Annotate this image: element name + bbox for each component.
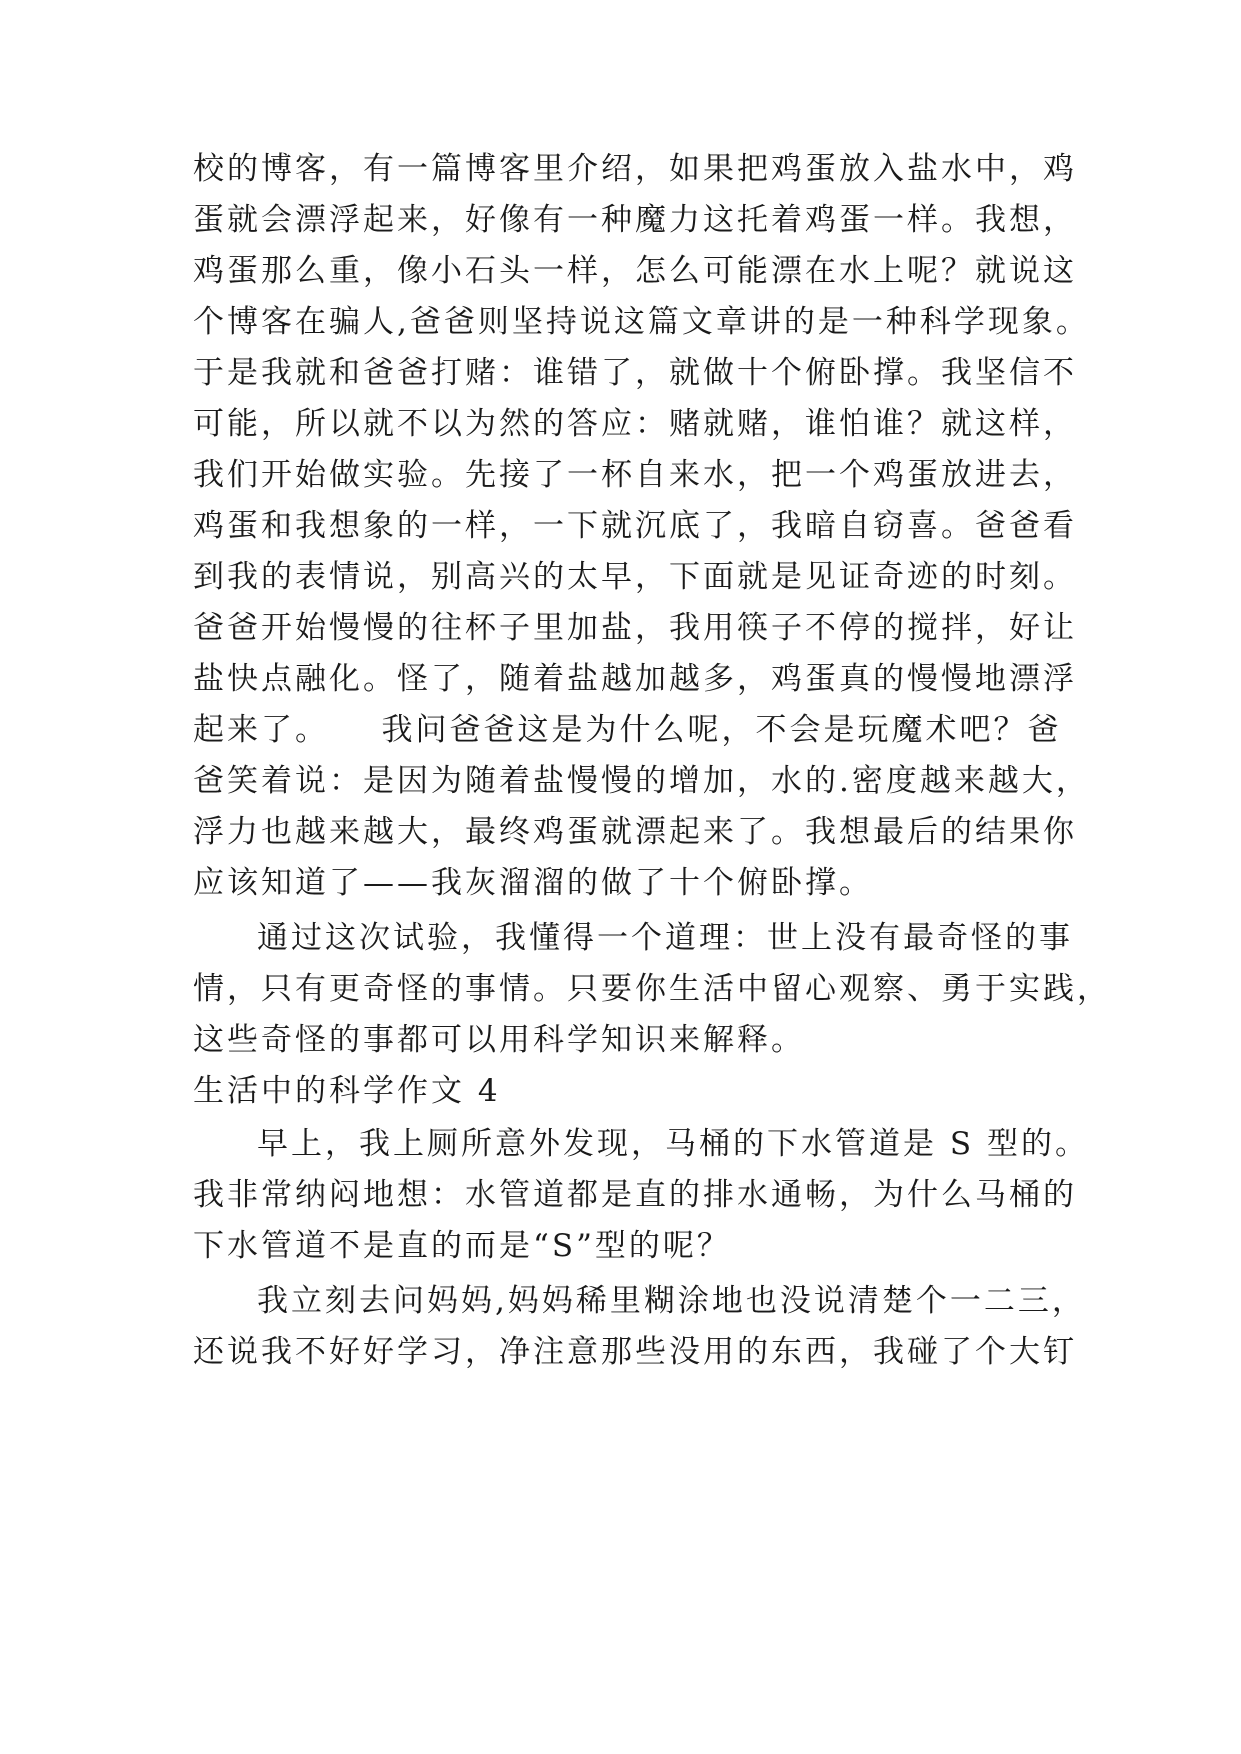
paragraph-line: 情，只有更奇怪的事情。只要你生活中留心观察、勇于实践，: [193, 971, 1111, 1007]
paragraph-line: 浮力也越来越大，最终鸡蛋就漂起来了。我想最后的结果你: [193, 814, 1077, 850]
paragraph-line: 可能，所以就不以为然的答应：赌就赌，谁怕谁？就这样，: [193, 406, 1077, 442]
paragraph-line: 个博客在骗人,爸爸则坚持说这篇文章讲的是一种科学现象。: [193, 304, 1090, 340]
paragraph-line: 鸡蛋那么重，像小石头一样，怎么可能漂在水上呢？就说这: [193, 253, 1077, 289]
paragraph-line: 这些奇怪的事都可以用科学知识来解释。: [193, 1022, 805, 1058]
paragraph-line: 通过这次试验，我懂得一个道理：世上没有最奇怪的事: [257, 920, 1073, 956]
paragraph-line: 我非常纳闷地想：水管道都是直的排水通畅，为什么马桶的: [193, 1177, 1077, 1213]
paragraph-line: 我们开始做实验。先接了一杯自来水，把一个鸡蛋放进去，: [193, 457, 1077, 493]
paragraph-line: 下水管道不是直的而是“S”型的呢？: [193, 1228, 731, 1264]
paragraph-line: 盐快点融化。怪了，随着盐越加越多，鸡蛋真的慢慢地漂浮: [193, 661, 1077, 697]
paragraph-line: 校的博客，有一篇博客里介绍，如果把鸡蛋放入盐水中，鸡: [193, 151, 1077, 187]
paragraph-line: 应该知道了——我灰溜溜的做了十个俯卧撑。: [193, 865, 873, 901]
paragraph-line: 早上，我上厕所意外发现，马桶的下水管道是 S 型的。: [257, 1126, 1089, 1162]
paragraph-line: 还说我不好好学习，净注意那些没用的东西，我碰了个大钉: [193, 1334, 1077, 1370]
paragraph-line: 到我的表情说，别高兴的太早，下面就是见证奇迹的时刻。: [193, 559, 1077, 595]
paragraph-line: 于是我就和爸爸打赌：谁错了，就做十个俯卧撑。我坚信不: [193, 355, 1077, 391]
section-heading: 生活中的科学作文 4: [193, 1073, 501, 1109]
paragraph-line: 我立刻去问妈妈,妈妈稀里糊涂地也没说清楚个一二三，: [257, 1283, 1086, 1319]
paragraph-line: 爸笑着说：是因为随着盐慢慢的增加，水的.密度越来越大，: [193, 763, 1090, 799]
paragraph-line: 爸爸开始慢慢的往杯子里加盐，我用筷子不停的搅拌，好让: [193, 610, 1077, 646]
paragraph-line: 蛋就会漂浮起来，好像有一种魔力这托着鸡蛋一样。我想，: [193, 202, 1077, 238]
paragraph-line: 起来了。 我问爸爸这是为什么呢，不会是玩魔术吧？爸: [193, 712, 1062, 748]
paragraph-line: 鸡蛋和我想象的一样，一下就沉底了，我暗自窃喜。爸爸看: [193, 508, 1077, 544]
